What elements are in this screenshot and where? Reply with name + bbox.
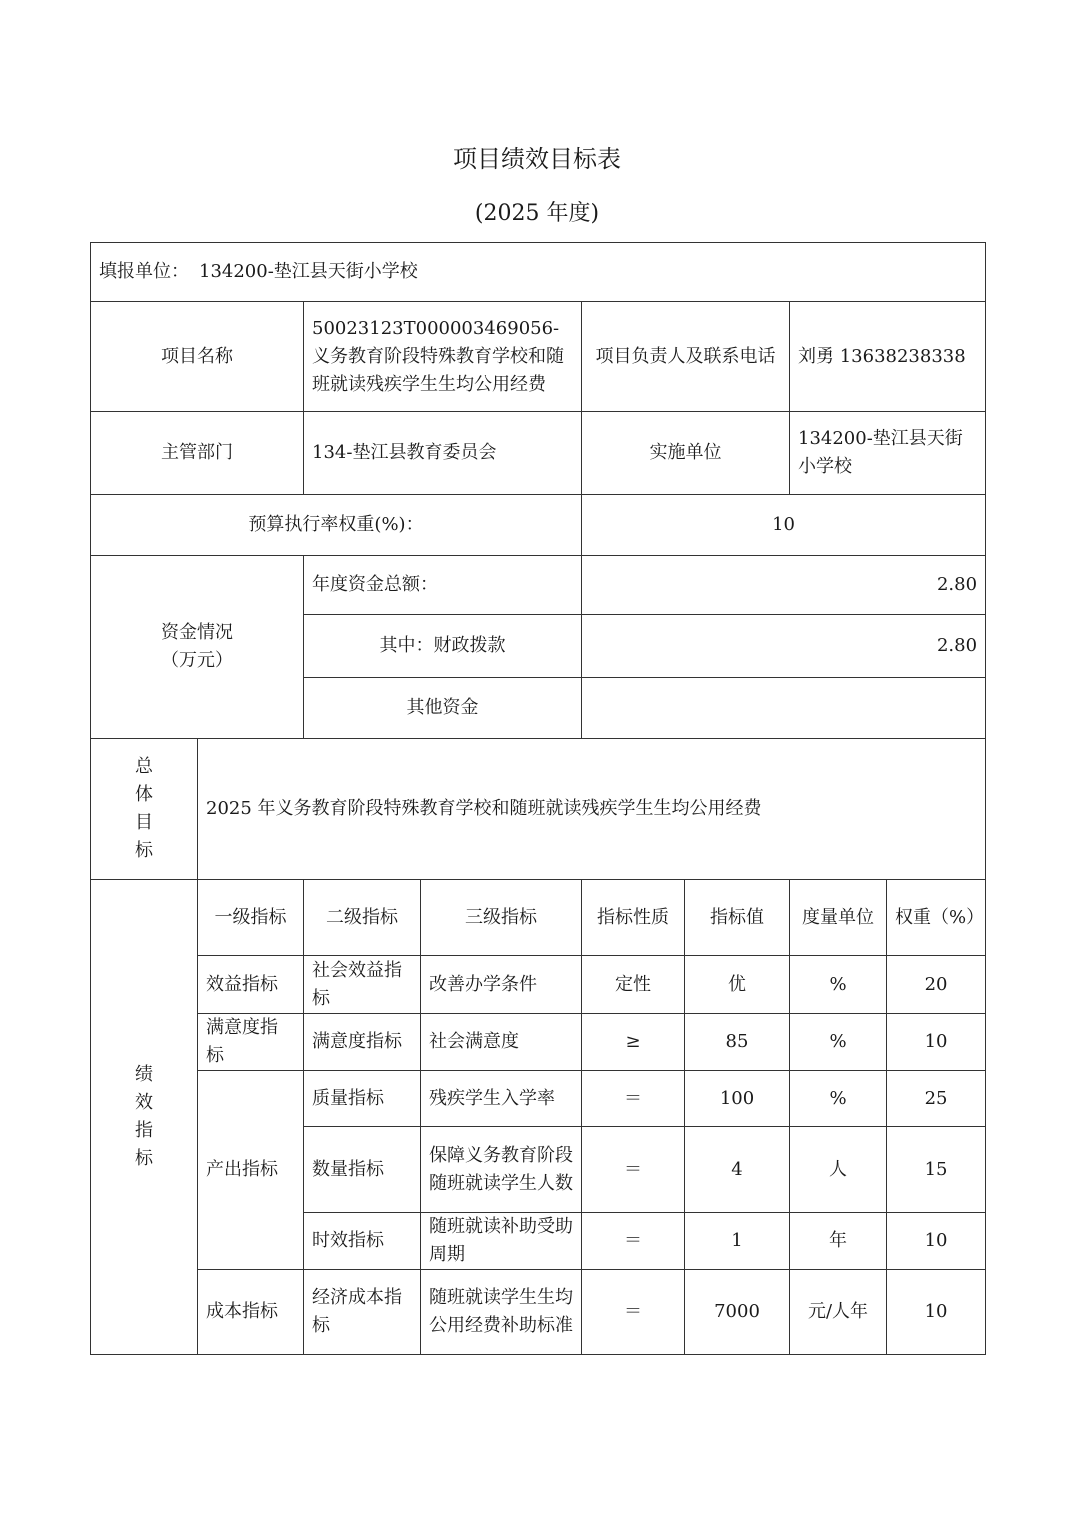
row-nature: ≥ <box>582 1014 685 1071</box>
budget-weight-value: 10 <box>582 495 986 556</box>
row-level2: 经济成本指标 <box>304 1270 421 1355</box>
row-level2: 时效指标 <box>304 1213 421 1270</box>
reporting-unit-value: 134200-垫江县天街小学校 <box>199 261 418 282</box>
header-value: 指标值 <box>685 880 790 956</box>
other-funds-label: 其他资金 <box>304 678 582 739</box>
project-name-label: 项目名称 <box>91 302 304 412</box>
row-weight: 10 <box>887 1270 986 1355</box>
table-row <box>91 1270 986 1355</box>
row-level2: 质量指标 <box>304 1071 421 1127</box>
fiscal-funds-label: 其中：财政拨款 <box>304 615 582 678</box>
table-row <box>91 956 986 1014</box>
implementing-unit-label: 实施单位 <box>582 412 790 495</box>
row-level1: 成本指标 <box>198 1270 304 1355</box>
row-nature: ＝ <box>582 1213 685 1270</box>
row-nature: ＝ <box>582 1270 685 1355</box>
overall-goal-label-text: 总体目标 <box>135 756 153 861</box>
project-owner-value: 刘勇 13638238338 <box>790 302 986 412</box>
row-unit: % <box>790 1014 887 1071</box>
fiscal-funds-value: 2.80 <box>582 615 986 678</box>
row-nature: ＝ <box>582 1127 685 1213</box>
row-value: 1 <box>685 1213 790 1270</box>
header-level1: 一级指标 <box>198 880 304 956</box>
row-level1: 产出指标 <box>198 1071 304 1270</box>
implementing-unit-value: 134200-垫江县天街小学校 <box>790 412 986 495</box>
project-name-value: 50023123T000003469056-义务教育阶段特殊教育学校和随班就读残疾学生生均公用经费 <box>304 302 582 412</box>
row-level2: 满意度指标 <box>304 1014 421 1071</box>
row-level3: 改善办学条件 <box>421 956 582 1014</box>
row-weight: 15 <box>887 1127 986 1213</box>
row-unit: 元/人年 <box>790 1270 887 1355</box>
row-level3: 随班就读学生生均公用经费补助标准 <box>421 1270 582 1355</box>
performance-indicators-label-text: 绩效指标 <box>135 1064 153 1169</box>
row-value: 优 <box>685 956 790 1014</box>
page-title: 项目绩效目标表 <box>453 145 621 173</box>
row-level1: 效益指标 <box>198 956 304 1014</box>
performance-indicators-label <box>91 880 198 1355</box>
department-value: 134-垫江县教育委员会 <box>304 412 582 495</box>
funds-label-text: 资金情况（万元） <box>161 622 233 671</box>
department-label: 主管部门 <box>91 412 304 495</box>
row-level3: 随班就读补助受助周期 <box>421 1213 582 1270</box>
row-value: 100 <box>685 1071 790 1127</box>
reporting-unit-cell <box>91 243 986 302</box>
overall-goal-text: 2025 年义务教育阶段特殊教育学校和随班就读残疾学生生均公用经费 <box>198 739 986 880</box>
row-unit: % <box>790 956 887 1014</box>
row-level3: 残疾学生入学率 <box>421 1071 582 1127</box>
row-unit: % <box>790 1071 887 1127</box>
page-subtitle: (2025 年度) <box>474 201 600 226</box>
overall-goal-label <box>91 739 198 880</box>
reporting-unit-label: 填报单位： <box>99 261 189 282</box>
total-funds-value: 2.80 <box>582 556 986 615</box>
row-level2: 数量指标 <box>304 1127 421 1213</box>
budget-weight-label: 预算执行率权重(%)： <box>91 495 582 556</box>
header-level3: 三级指标 <box>421 880 582 956</box>
other-funds-value <box>582 678 986 739</box>
performance-table <box>90 242 986 1355</box>
header-nature: 指标性质 <box>582 880 685 956</box>
row-weight: 10 <box>887 1014 986 1071</box>
header-unit: 度量单位 <box>790 880 887 956</box>
row-value: 7000 <box>685 1270 790 1355</box>
row-level3: 保障义务教育阶段随班就读学生人数 <box>421 1127 582 1213</box>
total-funds-label: 年度资金总额： <box>304 556 582 615</box>
row-value: 4 <box>685 1127 790 1213</box>
row-weight: 25 <box>887 1071 986 1127</box>
row-nature: ＝ <box>582 1071 685 1127</box>
row-level3: 社会满意度 <box>421 1014 582 1071</box>
row-weight: 20 <box>887 956 986 1014</box>
row-level2: 社会效益指标 <box>304 956 421 1014</box>
table-row <box>91 1071 986 1127</box>
row-nature: 定性 <box>582 956 685 1014</box>
row-unit: 年 <box>790 1213 887 1270</box>
header-level2: 二级指标 <box>304 880 421 956</box>
table-row <box>91 1014 986 1071</box>
row-value: 85 <box>685 1014 790 1071</box>
row-level1: 满意度指标 <box>198 1014 304 1071</box>
row-weight: 10 <box>887 1213 986 1270</box>
project-owner-label: 项目负责人及联系电话 <box>582 302 790 412</box>
funds-label <box>91 556 304 739</box>
row-unit: 人 <box>790 1127 887 1213</box>
header-weight: 权重（%） <box>887 880 986 956</box>
